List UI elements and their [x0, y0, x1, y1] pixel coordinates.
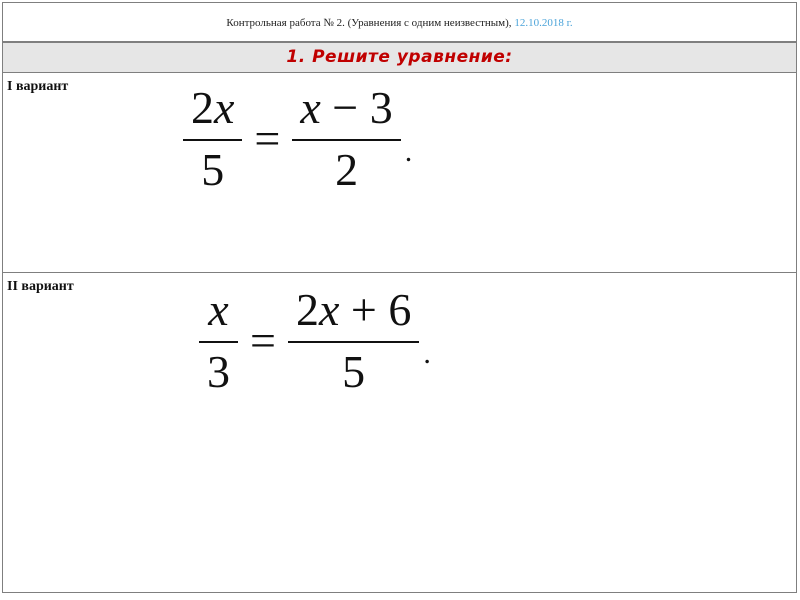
variant-1-label: I вариант — [7, 79, 69, 94]
variant-2-label: II вариант — [7, 279, 74, 294]
variant-1-right-denominator: 2 — [335, 144, 359, 195]
equals-sign: = — [254, 113, 281, 164]
task-title: 1. Решите уравнение: — [286, 47, 513, 67]
variant-1-row — [3, 73, 796, 273]
variant-1-left-denominator: 5 — [201, 144, 225, 195]
variable: x — [318, 284, 340, 335]
header-row — [3, 3, 796, 43]
variant-1-left-numerator — [183, 82, 242, 139]
coef: 2 — [295, 284, 319, 335]
variant-1-left-fraction — [183, 82, 242, 195]
variant-1-right-fraction — [292, 82, 400, 195]
coef: 2 — [191, 82, 214, 133]
constant: 3 — [369, 82, 393, 133]
variable: x — [300, 82, 321, 133]
variant-2-left-denominator: 3 — [207, 346, 230, 397]
header-title: Контрольная работа № 2. (Уравнения с одним неизвестным), — [226, 17, 512, 29]
variant-2-row — [3, 273, 796, 592]
variant-1-equation — [183, 82, 413, 195]
variant-2-right-denominator: 5 — [342, 346, 366, 397]
variant-1-right-numerator — [292, 82, 400, 139]
header-text — [3, 17, 796, 29]
variant-2-right-numerator — [288, 284, 419, 341]
variant-2-equation — [199, 284, 431, 397]
end-period: . — [423, 337, 431, 370]
header-date: 12.10.2018 г. — [514, 17, 573, 29]
variant-2-left-numerator — [200, 284, 236, 341]
task-row — [3, 43, 796, 73]
variant-2-left-fraction — [199, 284, 238, 397]
operator: + — [339, 284, 389, 335]
variant-2-right-fraction — [288, 284, 419, 397]
end-period: . — [404, 135, 413, 168]
equals-sign: = — [250, 315, 276, 366]
constant: 6 — [388, 284, 412, 335]
variable: x — [208, 284, 229, 335]
worksheet-table — [2, 2, 797, 593]
operator: − — [320, 82, 370, 133]
variable: x — [214, 82, 235, 133]
